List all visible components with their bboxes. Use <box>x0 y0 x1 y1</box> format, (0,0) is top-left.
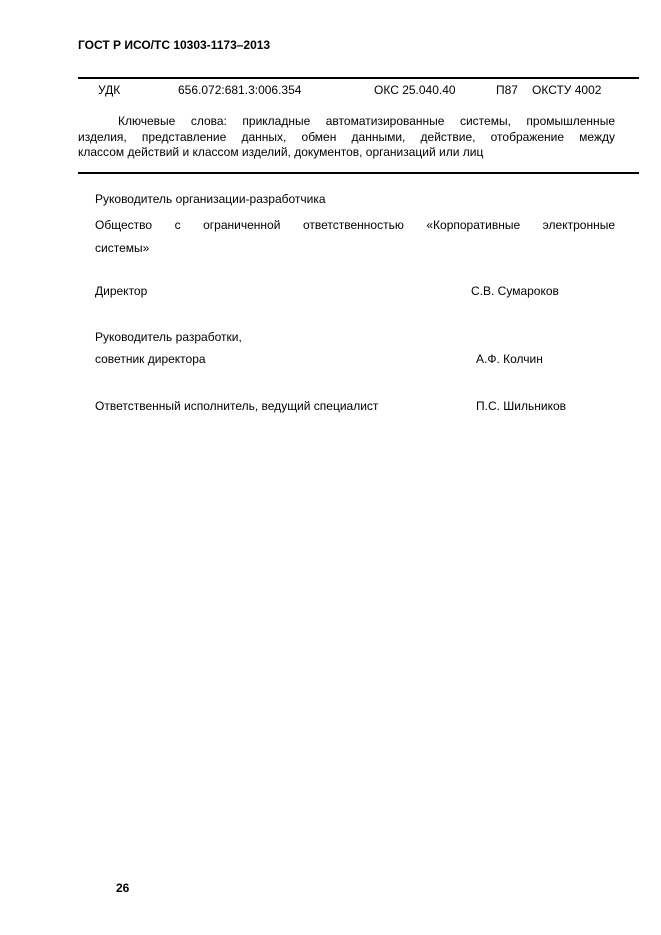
keywords-line: классом действий и классом изделий, документов, организаций или лиц <box>78 145 484 159</box>
keywords-line: Ключевые слова: прикладные автоматизированные системы, промышленные <box>118 114 615 128</box>
signatory-name: П.С. Шильников <box>476 399 567 413</box>
standard-title: ГОСТ Р ИСО/ТС 10303-1173–2013 <box>78 38 271 52</box>
keywords-paragraph <box>78 114 615 161</box>
oks-code: ОКС 25.040.40 <box>374 83 456 97</box>
udk-label: УДК <box>98 83 121 97</box>
org-head-label: Руководитель организации-разработчика <box>95 192 326 206</box>
top-divider <box>78 77 639 79</box>
udk-value: 656.072:681.3:006.354 <box>178 83 302 97</box>
organization-name-line: Общество с ограниченной ответственностью «Корпоративные электронные <box>95 218 615 232</box>
signatory-role: Руководитель разработки, <box>95 330 242 344</box>
page-number: 26 <box>116 881 130 895</box>
signatory-role: Директор <box>95 284 148 298</box>
organization-name <box>95 214 615 260</box>
bottom-divider <box>78 172 639 174</box>
okstu-code: ОКСТУ 4002 <box>532 83 602 97</box>
signatory-role: Ответственный исполнитель, ведущий специалист <box>95 399 379 413</box>
signatory-name: С.В. Сумароков <box>471 284 559 298</box>
organization-name-line: системы» <box>95 241 150 255</box>
p-code: П87 <box>496 83 518 97</box>
keywords-line: изделия, представление данных, обмен данными, действие, отображение между <box>78 129 615 144</box>
signatory-name: А.Ф. Колчин <box>476 352 543 366</box>
signatory-role-continued: советник директора <box>95 352 206 366</box>
